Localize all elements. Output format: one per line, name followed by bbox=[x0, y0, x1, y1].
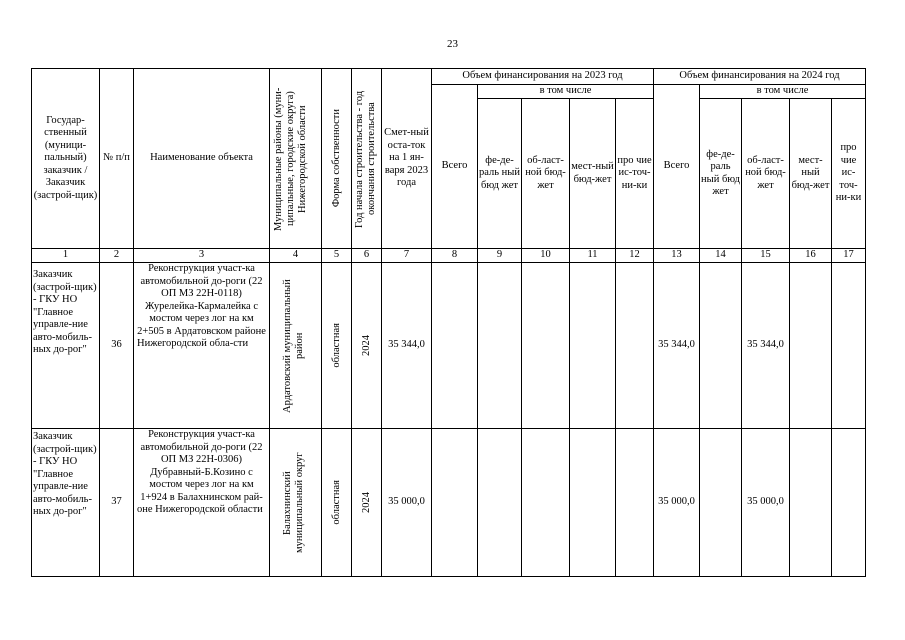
header-fin-2023: Объем финансирования на 2023 год bbox=[432, 69, 654, 85]
row-ownership: областная bbox=[322, 263, 352, 429]
row-district: Ардатовский муниципальный район bbox=[270, 263, 322, 429]
column-number: 17 bbox=[832, 249, 866, 263]
row-other-2023 bbox=[616, 263, 654, 429]
column-number: 2 bbox=[100, 249, 134, 263]
row-regional-2023 bbox=[522, 263, 570, 429]
header-including-2023: в том числе bbox=[478, 85, 654, 99]
row-ownership: областная bbox=[322, 429, 352, 577]
column-number: 8 bbox=[432, 249, 478, 263]
row-local-2023 bbox=[570, 429, 616, 577]
row-other-2024 bbox=[832, 429, 866, 577]
header-regional-2023: об-ласт-ной бюд-жет bbox=[522, 99, 570, 249]
column-number: 1 bbox=[32, 249, 100, 263]
header-other-2024: про чие ис-точ-ни-ки bbox=[832, 99, 866, 249]
column-number: 12 bbox=[616, 249, 654, 263]
column-number: 9 bbox=[478, 249, 522, 263]
row-regional-2024: 35 344,0 bbox=[742, 263, 790, 429]
header-local-2024: мест-ный бюд-жет bbox=[790, 99, 832, 249]
column-number: 10 bbox=[522, 249, 570, 263]
row-regional-2023 bbox=[522, 429, 570, 577]
header-federal-2023: фе-де-раль ный бюд жет bbox=[478, 99, 522, 249]
header-ownership: Форма собственности bbox=[322, 69, 352, 249]
row-years: 2024 bbox=[352, 429, 382, 577]
column-number: 4 bbox=[270, 249, 322, 263]
header-fin-2024: Объем финансирования на 2024 год bbox=[654, 69, 866, 85]
header-total-2024: Всего bbox=[654, 85, 700, 249]
row-federal-2024 bbox=[700, 263, 742, 429]
row-regional-2024: 35 000,0 bbox=[742, 429, 790, 577]
column-number: 16 bbox=[790, 249, 832, 263]
row-other-2023 bbox=[616, 429, 654, 577]
row-total-2023 bbox=[432, 429, 478, 577]
row-object: Реконструкция участ-ка автомобильной до-роги (22 ОП МЗ 22Н-0306) Дубравный-Б.Козино с мостом через лог на км 1+924 в Балахнинском рай-оне Нижегородской области bbox=[134, 429, 270, 577]
column-number: 14 bbox=[700, 249, 742, 263]
row-other-2024 bbox=[832, 263, 866, 429]
row-local-2023 bbox=[570, 263, 616, 429]
header-years: Год начала строительства - год окончания строительства bbox=[352, 69, 382, 249]
row-local-2024 bbox=[790, 429, 832, 577]
row-federal-2023 bbox=[478, 429, 522, 577]
header-estimate: Смет-ный оста-ток на 1 ян-варя 2023 года bbox=[382, 69, 432, 249]
header-other-2023: про чие ис-точ-ни-ки bbox=[616, 99, 654, 249]
row-federal-2024 bbox=[700, 429, 742, 577]
row-local-2024 bbox=[790, 263, 832, 429]
table-row bbox=[32, 429, 866, 577]
row-district: Балахнинский муниципальный округ bbox=[270, 429, 322, 577]
header-districts: Муниципальные районы (муни-ципальные, городские округа) Нижегородской области bbox=[270, 69, 322, 249]
row-total-2023 bbox=[432, 263, 478, 429]
column-number: 11 bbox=[570, 249, 616, 263]
column-number: 13 bbox=[654, 249, 700, 263]
header-federal-2024: фе-де-раль ный бюд жет bbox=[700, 99, 742, 249]
page-number: 23 bbox=[447, 38, 458, 50]
column-number: 7 bbox=[382, 249, 432, 263]
column-number: 6 bbox=[352, 249, 382, 263]
row-num: 36 bbox=[100, 263, 134, 429]
header-num: № п/п bbox=[100, 69, 134, 249]
header-local-2023: мест-ный бюд-жет bbox=[570, 99, 616, 249]
table-row bbox=[32, 263, 866, 429]
row-years: 2024 bbox=[352, 263, 382, 429]
financing-table bbox=[31, 68, 866, 577]
column-number: 5 bbox=[322, 249, 352, 263]
row-total-2024: 35 344,0 bbox=[654, 263, 700, 429]
row-object: Реконструкция участ-ка автомобильной до-роги (22 ОП МЗ 22Н-0118) Журелейка-Кармалейка с мостом через лог на км 2+505 в Ардатовском районе Нижегородской обла-сти bbox=[134, 263, 270, 429]
header-total-2023: Всего bbox=[432, 85, 478, 249]
row-customer: Заказчик (застрой-щик) - ГКУ НО "Главное управле-ние авто-мобиль-ных до-рог" bbox=[32, 429, 100, 577]
column-numbers-row bbox=[32, 249, 866, 263]
header-object-name: Наименование объекта bbox=[134, 69, 270, 249]
row-customer: Заказчик (застрой-щик) - ГКУ НО "Главное управле-ние авто-мобиль-ных до-рог" bbox=[32, 263, 100, 429]
header-including-2024: в том числе bbox=[700, 85, 866, 99]
row-estimate: 35 344,0 bbox=[382, 263, 432, 429]
row-estimate: 35 000,0 bbox=[382, 429, 432, 577]
row-total-2024: 35 000,0 bbox=[654, 429, 700, 577]
header-customer: Государ-ственный (муници-пальный) заказчик / Заказчик (застрой-щик) bbox=[32, 69, 100, 249]
column-number: 15 bbox=[742, 249, 790, 263]
header-regional-2024: об-ласт-ной бюд-жет bbox=[742, 99, 790, 249]
row-federal-2023 bbox=[478, 263, 522, 429]
column-number: 3 bbox=[134, 249, 270, 263]
row-num: 37 bbox=[100, 429, 134, 577]
